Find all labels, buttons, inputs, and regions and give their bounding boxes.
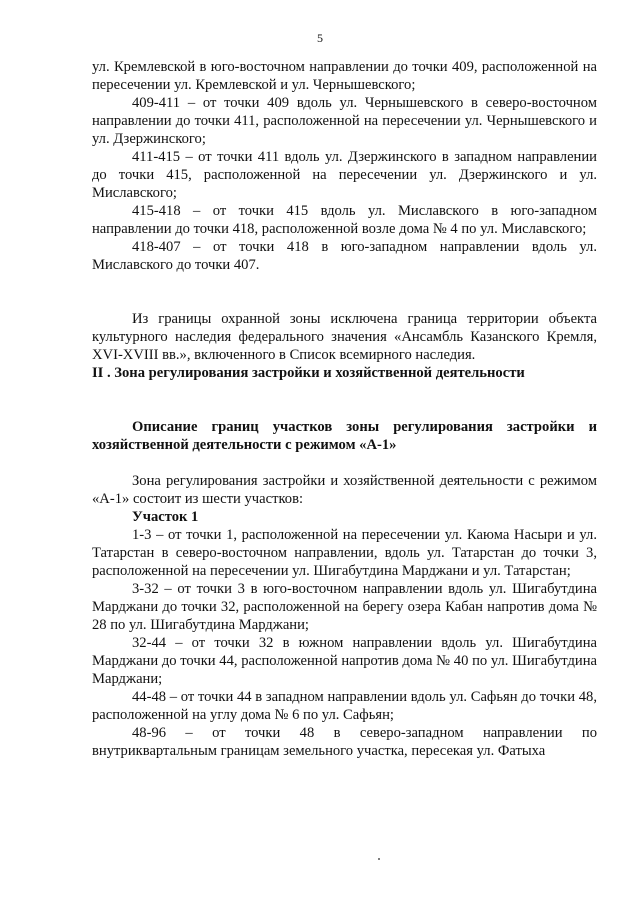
boundary-paragraph: 409-411 – от точки 409 вдоль ул. Чернышевского в северо-восточном направлении до точки 411, расположенной на пересечении ул. Чернышевского и ул. Дзержинского; <box>92 95 597 147</box>
boundary-paragraph: 411-415 – от точки 411 вдоль ул. Дзержинского в западном направлении до точки 415, расположенной на пересечении ул. Дзержинского и ул. Миславского; <box>92 149 597 201</box>
subsection-title: Описание границ участков зоны регулирования застройки и хозяйственной деятельности с режимом «А-1» <box>92 419 597 453</box>
boundary-paragraph: 418-407 – от точки 418 в юго-западном направлении вдоль ул. Миславского до точки 407. <box>92 239 597 273</box>
plot-paragraph: 44-48 – от точки 44 в западном направлении вдоль ул. Сафьян до точки 48, расположенной на углу дома № 6 по ул. Сафьян; <box>92 689 597 723</box>
plot-paragraph: 3-32 – от точки 3 в юго-восточном направлении вдоль ул. Шигабутдина Марджани до точки 32, расположенной на берегу озера Кабан напротив дома № 28 по ул. Шигабутдина Марджани; <box>92 581 597 633</box>
plot-paragraph: 1-3 – от точки 1, расположенной на пересечении ул. Каюма Насыри и ул. Татарстан в северо-восточном направлении, вдоль ул. Татарстан до точки 3, расположенной на пересечении ул. Шигабутдина Марджани и ул. Татарстан; <box>92 527 597 579</box>
document-body <box>92 58 597 760</box>
exclusion-note: Из границы охранной зоны исключена граница территории объекта культурного наследия федерального значения «Ансамбль Казанского Кремля, XVI-XVIII вв.», включенного в Список всемирного наследия. <box>92 311 597 363</box>
scan-speck <box>378 858 380 860</box>
zone-intro: Зона регулирования застройки и хозяйственной деятельности с режимом «А-1» состоит из шести участков: <box>92 473 597 507</box>
boundary-paragraph: ул. Кремлевской в юго-восточном направлении до точки 409, расположенной на пересечении ул. Кремлевской и ул. Чернышевского; <box>92 59 597 93</box>
page-number: 5 <box>317 31 323 45</box>
section-title: II . Зона регулирования застройки и хозяйственной деятельности <box>92 365 525 381</box>
plot-paragraph: 32-44 – от точки 32 в южном направлении вдоль ул. Шигабутдина Марджани до точки 44, расположенной напротив дома № 40 по ул. Шигабутдина Марджани; <box>92 635 597 687</box>
boundary-paragraph: 415-418 – от точки 415 вдоль ул. Миславского в юго-западном направлении до точки 418, расположенной возле дома № 4 по ул. Миславского; <box>92 203 597 237</box>
plot-label: Участок 1 <box>132 509 199 525</box>
plot-paragraph: 48-96 – от точки 48 в северо-западном направлении по внутриквартальным границам земельного участка, пересекая ул. Фатыха <box>92 725 597 759</box>
